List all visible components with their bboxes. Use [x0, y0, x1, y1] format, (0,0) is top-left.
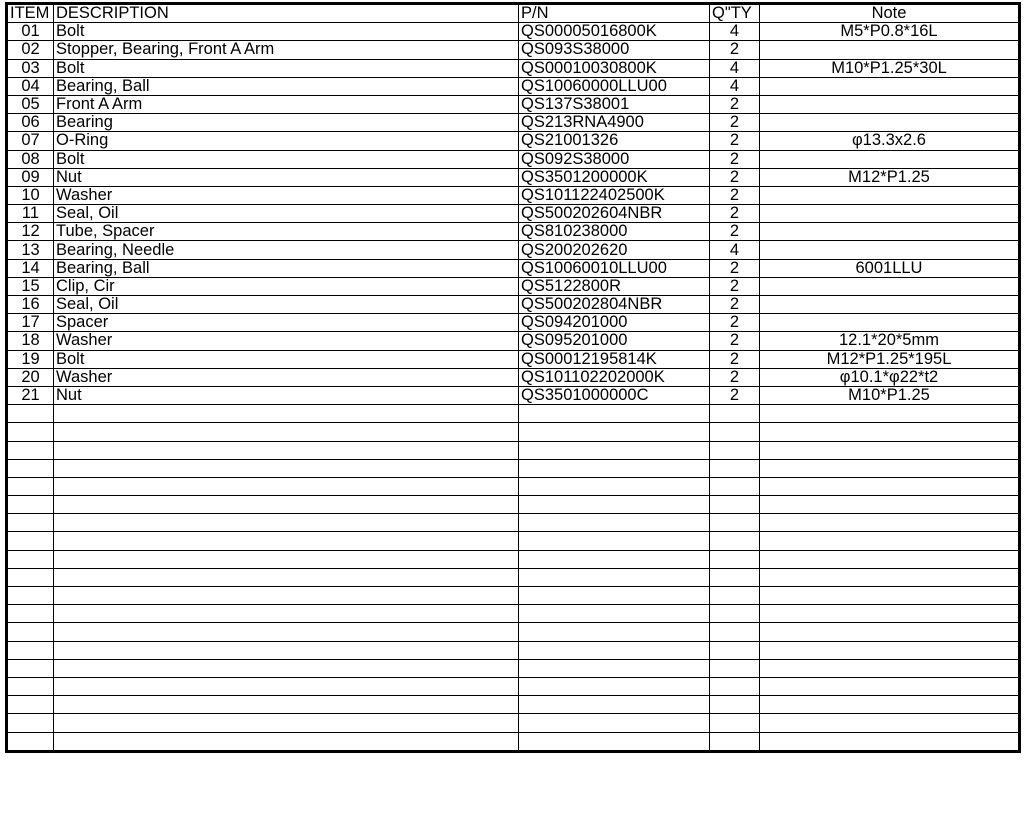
cell-note	[760, 77, 1020, 95]
cell-part-number: QS101102202000K	[519, 368, 710, 386]
cell-description-empty	[54, 405, 519, 423]
cell-description: Bearing, Needle	[54, 241, 519, 259]
table-row	[7, 386, 1020, 404]
cell-item-empty	[7, 532, 54, 550]
cell-description-empty	[54, 605, 519, 623]
table-row	[7, 59, 1020, 77]
table-row	[7, 150, 1020, 168]
cell-quantity: 2	[710, 368, 760, 386]
cell-part-number-empty	[519, 405, 710, 423]
cell-quantity: 2	[710, 168, 760, 186]
cell-part-number: QS00005016800K	[519, 23, 710, 41]
cell-quantity-empty	[710, 405, 760, 423]
cell-note: 12.1*20*5mm	[760, 332, 1020, 350]
table-row	[7, 296, 1020, 314]
cell-quantity: 2	[710, 259, 760, 277]
cell-quantity-empty	[710, 568, 760, 586]
cell-quantity-empty	[710, 732, 760, 751]
cell-quantity: 2	[710, 150, 760, 168]
table-row	[7, 259, 1020, 277]
cell-note-empty	[760, 641, 1020, 659]
cell-item-empty	[7, 477, 54, 495]
parts-list-sheet	[5, 2, 1021, 753]
cell-item: 07	[7, 132, 54, 150]
cell-description: Tube, Spacer	[54, 223, 519, 241]
cell-description: Washer	[54, 332, 519, 350]
cell-description: Seal, Oil	[54, 296, 519, 314]
cell-part-number-empty	[519, 714, 710, 732]
cell-quantity: 4	[710, 23, 760, 41]
cell-item: 20	[7, 368, 54, 386]
table-row	[7, 132, 1020, 150]
cell-part-number-empty	[519, 514, 710, 532]
cell-note: 6001LLU	[760, 259, 1020, 277]
cell-quantity: 2	[710, 132, 760, 150]
empty-table-row	[7, 477, 1020, 495]
cell-description-empty	[54, 677, 519, 695]
cell-note: M5*P0.8*16L	[760, 23, 1020, 41]
cell-item: 17	[7, 314, 54, 332]
cell-item-empty	[7, 496, 54, 514]
cell-part-number: QS00012195814K	[519, 350, 710, 368]
cell-note-empty	[760, 405, 1020, 423]
cell-quantity: 2	[710, 296, 760, 314]
cell-item: 09	[7, 168, 54, 186]
cell-part-number-empty	[519, 496, 710, 514]
cell-item-empty	[7, 587, 54, 605]
cell-quantity-empty	[710, 659, 760, 677]
cell-note-empty	[760, 514, 1020, 532]
cell-item-empty	[7, 423, 54, 441]
cell-note-empty	[760, 423, 1020, 441]
table-row	[7, 277, 1020, 295]
cell-note-empty	[760, 696, 1020, 714]
cell-part-number-empty	[519, 623, 710, 641]
cell-note	[760, 186, 1020, 204]
cell-part-number: QS5122800R	[519, 277, 710, 295]
cell-description-empty	[54, 732, 519, 751]
cell-description-empty	[54, 587, 519, 605]
cell-item-empty	[7, 405, 54, 423]
cell-item-empty	[7, 441, 54, 459]
cell-description: Washer	[54, 368, 519, 386]
empty-table-row	[7, 496, 1020, 514]
cell-item: 05	[7, 95, 54, 113]
cell-description: Spacer	[54, 314, 519, 332]
empty-table-row	[7, 605, 1020, 623]
cell-part-number: QS10060010LLU00	[519, 259, 710, 277]
cell-note	[760, 205, 1020, 223]
cell-description: Bearing, Ball	[54, 77, 519, 95]
cell-quantity: 2	[710, 41, 760, 59]
empty-table-row	[7, 696, 1020, 714]
cell-item: 13	[7, 241, 54, 259]
cell-note	[760, 41, 1020, 59]
cell-description: Bolt	[54, 150, 519, 168]
table-row	[7, 368, 1020, 386]
table-row	[7, 205, 1020, 223]
cell-note-empty	[760, 714, 1020, 732]
table-row	[7, 77, 1020, 95]
empty-table-row	[7, 623, 1020, 641]
table-row	[7, 168, 1020, 186]
cell-part-number: QS101122402500K	[519, 186, 710, 204]
cell-item-empty	[7, 641, 54, 659]
cell-item: 08	[7, 150, 54, 168]
cell-part-number: QS200202620	[519, 241, 710, 259]
cell-description: Washer	[54, 186, 519, 204]
cell-description-empty	[54, 550, 519, 568]
cell-description-empty	[54, 659, 519, 677]
cell-item: 15	[7, 277, 54, 295]
cell-quantity-empty	[710, 496, 760, 514]
cell-item: 01	[7, 23, 54, 41]
cell-quantity: 2	[710, 277, 760, 295]
cell-part-number: QS810238000	[519, 223, 710, 241]
cell-description: Bolt	[54, 350, 519, 368]
empty-table-row	[7, 732, 1020, 751]
empty-table-row	[7, 641, 1020, 659]
cell-note-empty	[760, 532, 1020, 550]
cell-note: M12*P1.25	[760, 168, 1020, 186]
cell-description-empty	[54, 441, 519, 459]
cell-description: Stopper, Bearing, Front A Arm	[54, 41, 519, 59]
cell-note-empty	[760, 568, 1020, 586]
cell-item: 10	[7, 186, 54, 204]
cell-part-number-empty	[519, 477, 710, 495]
cell-description-empty	[54, 641, 519, 659]
table-row	[7, 241, 1020, 259]
cell-note-empty	[760, 587, 1020, 605]
cell-quantity: 2	[710, 332, 760, 350]
cell-quantity: 2	[710, 205, 760, 223]
cell-item: 04	[7, 77, 54, 95]
table-row	[7, 314, 1020, 332]
cell-description-empty	[54, 423, 519, 441]
cell-quantity: 4	[710, 77, 760, 95]
cell-description: Front A Arm	[54, 95, 519, 113]
cell-quantity-empty	[710, 714, 760, 732]
table-row	[7, 95, 1020, 113]
cell-description-empty	[54, 496, 519, 514]
cell-part-number-empty	[519, 423, 710, 441]
cell-quantity: 2	[710, 114, 760, 132]
cell-description-empty	[54, 696, 519, 714]
cell-note	[760, 277, 1020, 295]
cell-quantity: 2	[710, 186, 760, 204]
cell-part-number-empty	[519, 459, 710, 477]
cell-note: M10*P1.25*30L	[760, 59, 1020, 77]
cell-note-empty	[760, 732, 1020, 751]
cell-description-empty	[54, 459, 519, 477]
cell-description-empty	[54, 568, 519, 586]
empty-table-row	[7, 714, 1020, 732]
cell-item: 16	[7, 296, 54, 314]
table-row	[7, 223, 1020, 241]
cell-quantity-empty	[710, 532, 760, 550]
cell-quantity: 4	[710, 241, 760, 259]
cell-item-empty	[7, 623, 54, 641]
cell-note	[760, 114, 1020, 132]
cell-part-number-empty	[519, 641, 710, 659]
cell-quantity: 4	[710, 59, 760, 77]
cell-item: 11	[7, 205, 54, 223]
parts-table-body	[7, 23, 1020, 752]
cell-part-number-empty	[519, 732, 710, 751]
cell-description: Clip, Cir	[54, 277, 519, 295]
cell-item-empty	[7, 659, 54, 677]
empty-table-row	[7, 441, 1020, 459]
cell-note	[760, 150, 1020, 168]
cell-note: M12*P1.25*195L	[760, 350, 1020, 368]
header-note: Note	[760, 4, 1020, 23]
table-row	[7, 332, 1020, 350]
empty-table-row	[7, 423, 1020, 441]
cell-part-number: QS095201000	[519, 332, 710, 350]
cell-note-empty	[760, 477, 1020, 495]
cell-note: φ13.3x2.6	[760, 132, 1020, 150]
cell-item: 18	[7, 332, 54, 350]
cell-quantity-empty	[710, 587, 760, 605]
cell-note-empty	[760, 659, 1020, 677]
cell-note-empty	[760, 441, 1020, 459]
cell-note	[760, 241, 1020, 259]
cell-description: Bolt	[54, 59, 519, 77]
cell-part-number: QS10060000LLU00	[519, 77, 710, 95]
empty-table-row	[7, 659, 1020, 677]
header-description: DESCRIPTION	[54, 4, 519, 23]
cell-quantity-empty	[710, 550, 760, 568]
cell-quantity-empty	[710, 696, 760, 714]
cell-part-number-empty	[519, 696, 710, 714]
cell-part-number-empty	[519, 677, 710, 695]
header-row	[7, 4, 1020, 23]
empty-table-row	[7, 587, 1020, 605]
empty-table-row	[7, 677, 1020, 695]
cell-quantity: 2	[710, 314, 760, 332]
cell-item: 06	[7, 114, 54, 132]
cell-note: φ10.1*φ22*t2	[760, 368, 1020, 386]
empty-table-row	[7, 568, 1020, 586]
table-row	[7, 350, 1020, 368]
cell-quantity: 2	[710, 386, 760, 404]
header-item: ITEM	[7, 4, 54, 23]
cell-description: Bearing, Ball	[54, 259, 519, 277]
table-row	[7, 186, 1020, 204]
table-row	[7, 23, 1020, 41]
cell-description: Seal, Oil	[54, 205, 519, 223]
cell-part-number: QS094201000	[519, 314, 710, 332]
cell-item: 03	[7, 59, 54, 77]
cell-item-empty	[7, 605, 54, 623]
cell-item-empty	[7, 677, 54, 695]
cell-note	[760, 223, 1020, 241]
cell-quantity-empty	[710, 441, 760, 459]
cell-quantity: 2	[710, 350, 760, 368]
empty-table-row	[7, 459, 1020, 477]
cell-quantity-empty	[710, 641, 760, 659]
empty-table-row	[7, 514, 1020, 532]
cell-item: 14	[7, 259, 54, 277]
cell-note-empty	[760, 496, 1020, 514]
cell-item-empty	[7, 714, 54, 732]
cell-note	[760, 95, 1020, 113]
cell-description-empty	[54, 514, 519, 532]
cell-description: O-Ring	[54, 132, 519, 150]
cell-description-empty	[54, 532, 519, 550]
cell-note	[760, 296, 1020, 314]
cell-description-empty	[54, 623, 519, 641]
cell-item-empty	[7, 696, 54, 714]
cell-quantity-empty	[710, 459, 760, 477]
cell-note-empty	[760, 459, 1020, 477]
cell-item-empty	[7, 568, 54, 586]
cell-description: Bearing	[54, 114, 519, 132]
cell-part-number-empty	[519, 532, 710, 550]
cell-quantity-empty	[710, 514, 760, 532]
cell-item-empty	[7, 550, 54, 568]
cell-part-number: QS092S38000	[519, 150, 710, 168]
table-row	[7, 114, 1020, 132]
cell-note: M10*P1.25	[760, 386, 1020, 404]
empty-table-row	[7, 550, 1020, 568]
cell-item: 02	[7, 41, 54, 59]
cell-part-number: QS21001326	[519, 132, 710, 150]
cell-note-empty	[760, 550, 1020, 568]
cell-part-number: QS500202604NBR	[519, 205, 710, 223]
cell-part-number-empty	[519, 587, 710, 605]
cell-part-number: QS3501000000C	[519, 386, 710, 404]
empty-table-row	[7, 532, 1020, 550]
cell-item: 12	[7, 223, 54, 241]
cell-note-empty	[760, 605, 1020, 623]
cell-part-number: QS00010030800K	[519, 59, 710, 77]
cell-item-empty	[7, 459, 54, 477]
cell-quantity-empty	[710, 423, 760, 441]
cell-quantity-empty	[710, 677, 760, 695]
cell-part-number-empty	[519, 659, 710, 677]
parts-table	[5, 2, 1021, 753]
cell-description-empty	[54, 714, 519, 732]
cell-part-number: QS500202804NBR	[519, 296, 710, 314]
cell-quantity-empty	[710, 477, 760, 495]
cell-quantity: 2	[710, 223, 760, 241]
cell-item-empty	[7, 514, 54, 532]
cell-description: Bolt	[54, 23, 519, 41]
cell-item: 21	[7, 386, 54, 404]
cell-note-empty	[760, 677, 1020, 695]
cell-item: 19	[7, 350, 54, 368]
cell-description-empty	[54, 477, 519, 495]
cell-part-number-empty	[519, 605, 710, 623]
cell-part-number: QS137S38001	[519, 95, 710, 113]
cell-part-number: QS213RNA4900	[519, 114, 710, 132]
cell-note	[760, 314, 1020, 332]
header-quantity: Q"TY	[710, 4, 760, 23]
cell-part-number-empty	[519, 568, 710, 586]
cell-quantity-empty	[710, 623, 760, 641]
cell-description: Nut	[54, 386, 519, 404]
cell-part-number: QS093S38000	[519, 41, 710, 59]
cell-quantity: 2	[710, 95, 760, 113]
cell-quantity-empty	[710, 605, 760, 623]
empty-table-row	[7, 405, 1020, 423]
cell-note-empty	[760, 623, 1020, 641]
cell-part-number: QS3501200000K	[519, 168, 710, 186]
table-row	[7, 41, 1020, 59]
cell-part-number-empty	[519, 550, 710, 568]
cell-part-number-empty	[519, 441, 710, 459]
cell-item-empty	[7, 732, 54, 751]
header-part-number: P/N	[519, 4, 710, 23]
cell-description: Nut	[54, 168, 519, 186]
